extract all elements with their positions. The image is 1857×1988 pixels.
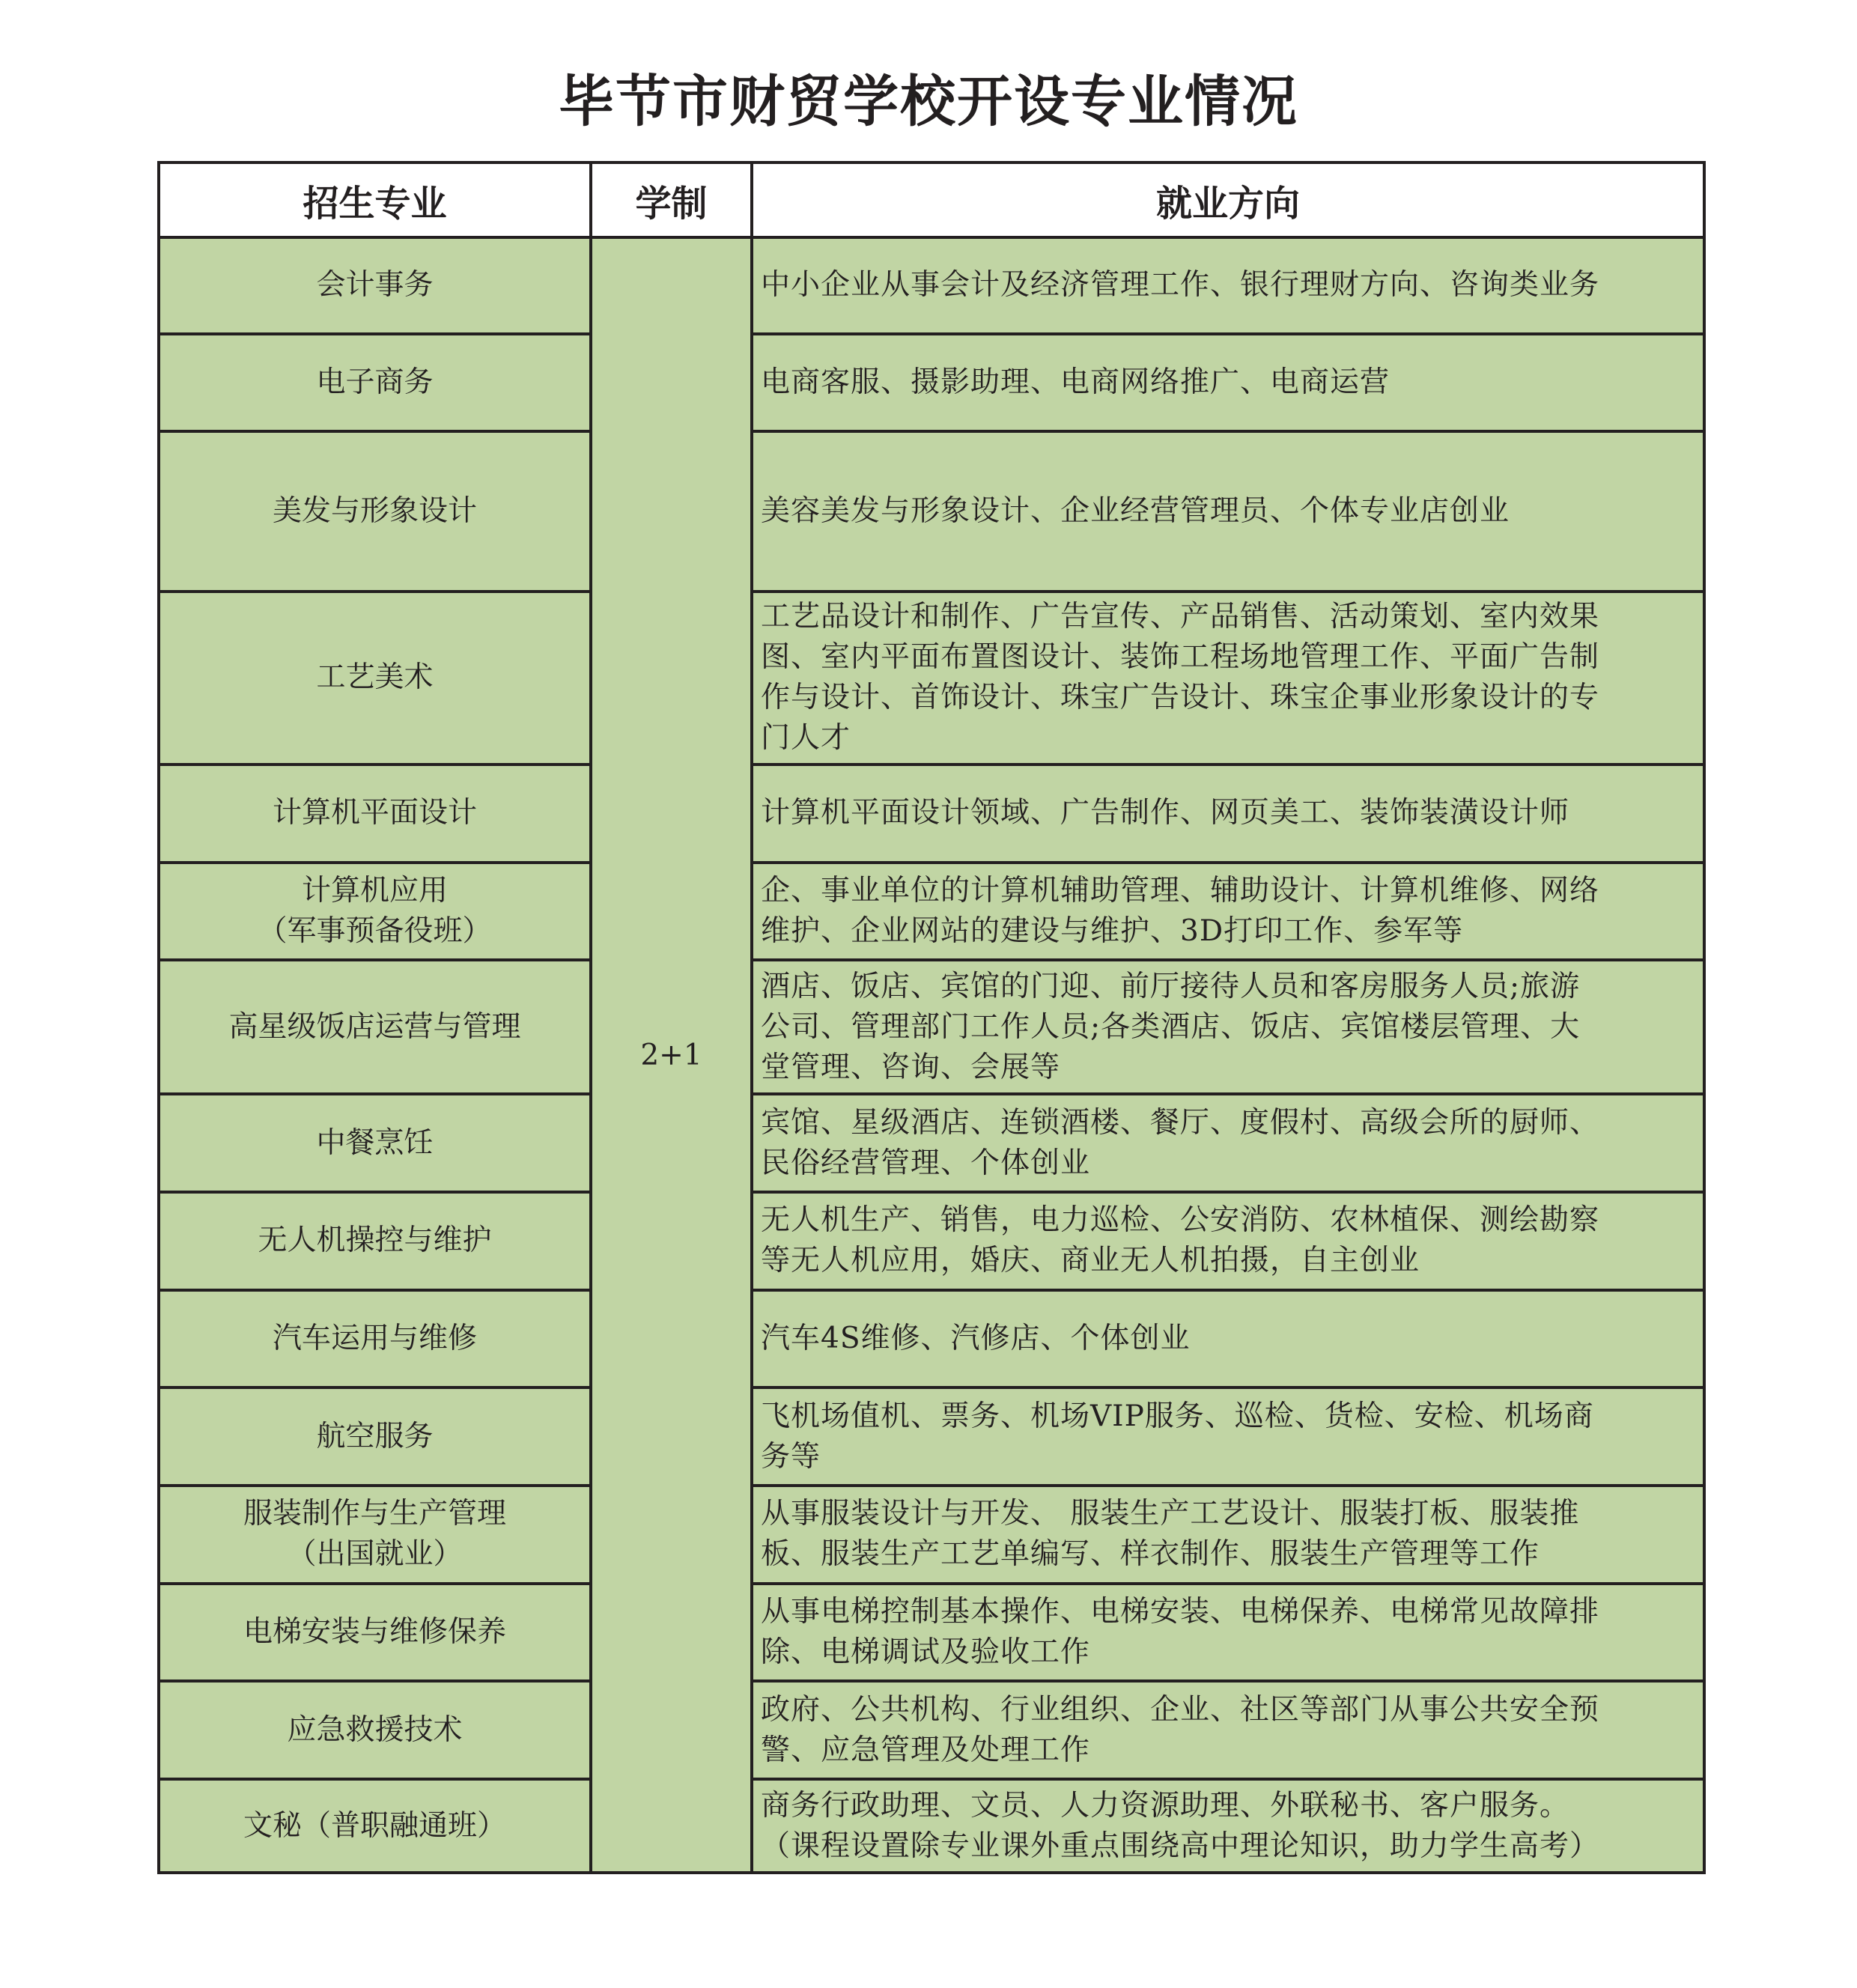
major-cell [159, 592, 591, 765]
table-row [159, 592, 1704, 765]
major-name: 航空服务 [316, 1419, 434, 1453]
major-subtitle: （军事预备役班） [258, 914, 492, 948]
career-cell: 美容美发与形象设计、企业经营管理员、个体专业店创业 [752, 431, 1704, 591]
career-cell: 从事电梯控制基本操作、电梯安装、电梯保养、电梯常见故障排 除、电梯调试及验收工作 [752, 1584, 1704, 1682]
table-row [159, 765, 1704, 863]
table-header-row [159, 162, 1704, 237]
major-cell [159, 1486, 591, 1584]
major-cell [159, 334, 591, 432]
table-row [159, 1192, 1704, 1290]
table-row [159, 334, 1704, 432]
major-name: 计算机应用 [301, 873, 448, 908]
table-row [159, 1094, 1704, 1192]
major-name: 电梯安装与维修保养 [243, 1615, 506, 1650]
table-row [159, 1584, 1704, 1682]
major-name: 工艺美术 [316, 660, 434, 695]
major-name: 应急救援技术 [287, 1712, 463, 1747]
career-cell: 企、事业单位的计算机辅助管理、辅助设计、计算机维修、网络 维护、企业网站的建设与维护、3D打印工作、参军等 [752, 863, 1704, 961]
duration-cell: 2+1 [591, 237, 752, 1873]
major-cell [159, 237, 591, 334]
major-name: 无人机操控与维护 [258, 1223, 492, 1258]
major-cell [159, 431, 591, 591]
major-name: 汽车运用与维修 [272, 1321, 477, 1355]
career-cell: 汽车4S维修、汽修店、个体创业 [752, 1290, 1704, 1388]
career-cell: 工艺品设计和制作、广告宣传、产品销售、活动策划、室内效果 图、室内平面布置图设计、装饰工程场地管理工作、平面广告制 作与设计、首饰设计、珠宝广告设计、珠宝企事业形象设计的专 门人才 [752, 592, 1704, 765]
major-cell [159, 863, 591, 961]
career-cell: 酒店、饭店、宾馆的门迎、前厅接待人员和客房服务人员;旅游 公司、管理部门工作人员;各类酒店、饭店、宾馆楼层管理、大 堂管理、咨询、会展等 [752, 960, 1704, 1094]
career-cell: 中小企业从事会计及经济管理工作、银行理财方向、咨询类业务 [752, 237, 1704, 334]
major-name: 中餐烹饪 [316, 1125, 434, 1160]
major-cell [159, 960, 591, 1094]
major-cell [159, 1681, 591, 1779]
career-cell: 政府、公共机构、行业组织、企业、社区等部门从事公共安全预 警、应急管理及处理工作 [752, 1681, 1704, 1779]
major-cell [159, 1192, 591, 1290]
career-cell: 计算机平面设计领域、广告制作、网页美工、装饰装潢设计师 [752, 765, 1704, 863]
table-row [159, 1387, 1704, 1486]
career-cell: 飞机场值机、票务、机场VIP服务、巡检、货检、安检、机场商 务等 [752, 1387, 1704, 1486]
major-name: 服装制作与生产管理 [243, 1497, 506, 1531]
major-cell [159, 1094, 591, 1192]
major-cell [159, 765, 591, 863]
header-major: 招生专业 [159, 162, 591, 237]
major-name: 计算机平面设计 [272, 796, 477, 830]
major-cell [159, 1779, 591, 1873]
table-row [159, 1486, 1704, 1584]
career-cell: 宾馆、星级酒店、连锁酒楼、餐厅、度假村、高级会所的厨师、 民俗经营管理、个体创业 [752, 1094, 1704, 1192]
table-row [159, 960, 1704, 1094]
table-row [159, 1681, 1704, 1779]
majors-table [157, 161, 1706, 1874]
table-row [159, 431, 1704, 591]
major-name: 美发与形象设计 [272, 493, 477, 528]
major-name: 高星级饭店运营与管理 [228, 1009, 521, 1044]
header-duration: 学制 [591, 162, 752, 237]
career-cell: 无人机生产、销售，电力巡检、公安消防、农林植保、测绘勘察 等无人机应用，婚庆、商业无人机拍摄，自主创业 [752, 1192, 1704, 1290]
major-cell [159, 1387, 591, 1486]
page-title: 毕节市财贸学校开设专业情况 [559, 70, 1298, 134]
table-row [159, 237, 1704, 334]
career-cell: 商务行政助理、文员、人力资源助理、外联秘书、客户服务。 （课程设置除专业课外重点围绕高中理论知识，助力学生高考） [752, 1779, 1704, 1873]
major-name: 电子商务 [316, 365, 434, 400]
table-row [159, 1290, 1704, 1388]
major-cell [159, 1584, 591, 1682]
major-cell [159, 1290, 591, 1388]
career-cell: 电商客服、摄影助理、电商网络推广、电商运营 [752, 334, 1704, 432]
major-subtitle: （出国就业） [287, 1537, 463, 1572]
header-career: 就业方向 [752, 162, 1704, 237]
table-row [159, 863, 1704, 961]
career-cell: 从事服装设计与开发、 服装生产工艺设计、服装打板、服装推 板、服装生产工艺单编写、样衣制作、服装生产管理等工作 [752, 1486, 1704, 1584]
major-name: 文秘（普职融通班） [243, 1808, 506, 1843]
major-name: 会计事务 [316, 268, 434, 303]
table-row [159, 1779, 1704, 1873]
